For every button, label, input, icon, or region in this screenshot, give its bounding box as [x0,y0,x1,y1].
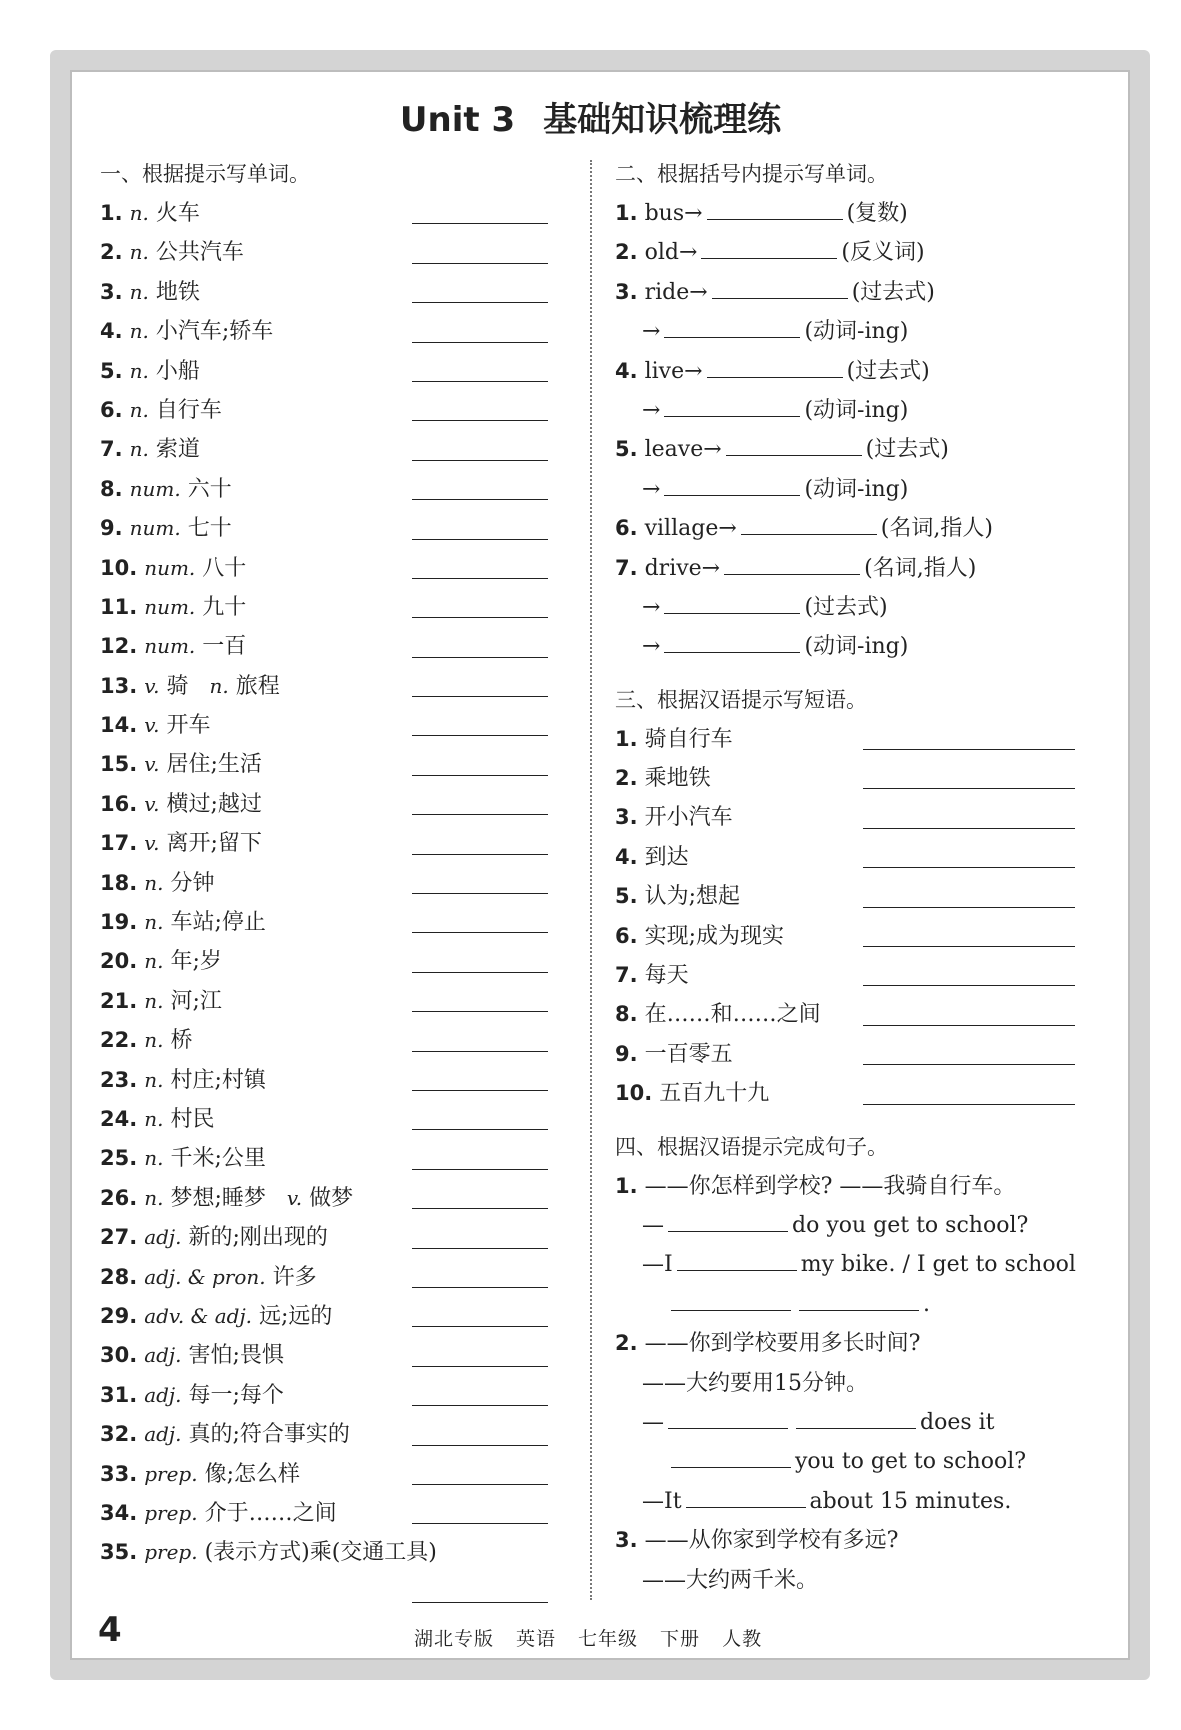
chinese-hint: 梦想;睡梦 [170,1185,266,1211]
answer-blank[interactable] [412,420,548,421]
part-of-speech: adj. [144,1343,182,1368]
item-number: 22. [100,1028,138,1053]
answer-blank[interactable] [412,735,548,736]
chinese-hint: 骑自行车 [644,726,733,752]
part-of-speech: adj. [144,1422,182,1447]
answer-blank[interactable] [671,1443,791,1468]
chinese-hint: 公共汽车 [155,240,244,266]
answer-blank[interactable] [412,381,548,382]
item-number: 8. [100,476,123,501]
page-number: 4 [98,1610,122,1650]
answer-blank[interactable] [863,828,1075,829]
page-title [0,92,1181,141]
chinese-hint: 地铁 [155,279,200,305]
section-4-title: 四、根据汉语提示完成句子。 [615,1134,888,1159]
chinese-hint: 离开;留下 [166,831,262,857]
part-of-speech: num. [129,516,181,541]
item-number: 7. [100,437,123,462]
chinese-hint: 小汽车;轿车 [155,319,274,345]
chinese-hint: 六十 [187,476,232,502]
part-of-speech: adj. [144,1382,182,1407]
part-of-speech: n. [144,1067,164,1092]
chinese-hint: 认为;想起 [644,884,741,910]
part-of-speech: n. [144,1146,164,1171]
answer-blank[interactable] [412,1090,548,1091]
item-number: 26. [100,1185,138,1210]
answer-blank[interactable] [863,867,1075,868]
answer-blank[interactable] [796,1404,916,1429]
part-of-speech: v. [144,752,160,777]
answer-blank[interactable] [741,510,877,535]
word-item [100,706,560,745]
word-item [100,1494,560,1533]
word-item: 13. v. 骑 n. 旅程 [100,667,560,706]
section-1-title: 一、根据提示写单词。 [100,162,310,186]
item-number: 32. [100,1422,138,1447]
answer-blank[interactable] [412,1248,548,1249]
answer-blank[interactable] [412,775,548,776]
hint: (动词-ing) [804,634,909,660]
part-of-speech: prep. [144,1540,198,1565]
item-number: 25. [100,1146,138,1171]
part-of-speech: v. [144,831,160,856]
part-of-speech: v. [144,791,160,816]
answer-blank[interactable] [664,392,800,417]
part-of-speech: num. [129,476,181,501]
word-item [100,1100,560,1139]
answer-blank[interactable] [664,628,800,653]
item-number: 18. [100,870,138,895]
chinese-hint: 横过;越过 [166,791,262,817]
chinese-hint: 五百九十九 [659,1081,770,1107]
part-of-speech: adv. & adj. [144,1303,253,1328]
word-item [100,627,560,666]
part-of-speech: n. [129,201,149,225]
chinese-hint: 开车 [166,713,211,739]
answer-blank[interactable] [412,1169,548,1170]
item-number: 5. [100,358,123,383]
phrase-item: 2. 乘地铁 [615,759,1095,798]
word-item [100,233,560,272]
answer-blank[interactable] [412,342,548,343]
answer-blank[interactable] [412,696,548,697]
phrase-item: 9. 一百零五 [615,1035,1095,1074]
chinese-hint: 介于……之间 [204,1500,337,1526]
base-word: ride→ [644,279,708,305]
transform-item [615,588,1095,627]
answer-blank[interactable] [412,302,548,303]
part-of-speech: num. [144,555,196,580]
part-of-speech: adj. & pron. [144,1264,266,1289]
answer-blank[interactable] [677,1246,797,1271]
hint: (过去式) [846,358,930,384]
answer-blank[interactable] [412,1445,548,1446]
answer-blank[interactable] [412,657,548,658]
part-of-speech: num. [144,634,196,659]
phrase-item: 1. 骑自行车 [615,720,1095,759]
part-of-speech: n. [129,437,149,462]
word-item [100,1533,560,1572]
sentence-3: 3. ——从你家到学校有多远? ——大约两千米。 [615,1528,899,1593]
chinese-hint: 桥 [170,1028,193,1054]
chinese-hint: (表示方式)乘(交通工具) [204,1540,437,1566]
chinese-hint: 年;岁 [170,949,222,975]
answer-blank[interactable] [412,223,548,224]
word-item [100,824,560,863]
hint: (动词-ing) [804,476,909,502]
base-word: → [642,476,661,502]
section-1-list [100,194,560,1612]
section-2-list [615,194,1095,667]
transform-item [615,312,1095,351]
transform-item [615,470,1095,509]
base-word: live→ [644,358,703,384]
answer-blank[interactable] [726,431,862,456]
hint: (复数) [846,201,908,226]
answer-blank[interactable] [412,1011,548,1012]
word-item [100,549,560,588]
answer-blank[interactable] [863,907,1075,908]
answer-blank[interactable] [412,1326,548,1327]
base-word: → [642,397,661,423]
answer-blank[interactable] [712,274,848,299]
word-item [100,1297,560,1336]
word-item: 26. n. 梦想;睡梦 v. 做梦 [100,1179,560,1218]
answer-blank[interactable] [412,578,548,579]
item-number: 13. [100,673,138,698]
word-item [100,982,560,1021]
word-item [100,1061,560,1100]
part-of-speech: n. [129,319,149,344]
transform-item: 2. old→ (反义词) [615,233,1095,272]
word-item [100,1376,560,1415]
chinese-hint: 在……和……之间 [644,1002,821,1028]
answer-blank[interactable] [412,539,548,540]
chinese-hint: 九十 [202,594,247,620]
hint: (名词,指人) [864,555,977,581]
part-of-speech: n. [144,1185,164,1210]
answer-blank[interactable] [799,1286,919,1311]
item-number: 35. [100,1540,138,1565]
part-of-speech: n. [144,988,164,1013]
section-3-title: 三、根据汉语提示写短语。 [615,687,867,712]
chinese-hint: 索道 [155,437,200,463]
item-number: 30. [100,1343,138,1368]
answer-blank[interactable] [664,589,800,614]
phrase-item: 10. 五百九十九 [615,1074,1095,1113]
word-item [100,785,560,824]
phrase-item: 4. 到达 [615,838,1095,877]
unit-label: Unit 3 [399,100,516,140]
item-number: 24. [100,1106,138,1131]
item-number: 27. [100,1225,138,1250]
item-number: 17. [100,831,138,856]
chinese-hint: 居住;生活 [166,752,262,778]
item-number: 16. [100,791,138,816]
transform-item: 3. ride→ (过去式) [615,273,1095,312]
base-word: → [642,319,661,345]
chinese-hint: 一百零五 [644,1041,733,1067]
item-number: 21. [100,988,138,1013]
item-number: 6. [100,397,123,422]
base-word: old→ [644,240,698,266]
base-word: leave→ [644,437,722,463]
chinese-hint: 七十 [187,516,232,542]
answer-blank[interactable] [863,946,1075,947]
hint: (动词-ing) [804,397,909,423]
item-number: 31. [100,1382,138,1407]
item-number: 33. [100,1461,138,1486]
chinese-hint: 实现;成为现实 [644,923,785,949]
chinese-hint: 新的;刚出现的 [188,1225,328,1251]
answer-blank[interactable] [412,972,548,973]
item-number: 4. [100,319,123,344]
answer-blank[interactable] [863,985,1075,986]
sentence-2: 2. ——你到学校要用多长时间? ——大约要用15分钟。 — does it you to get to school? —It about 15 minutes. [615,1331,1027,1514]
hint: (反义词) [841,240,925,266]
transform-item: 4. live→ (过去式) [615,352,1095,391]
chinese-hint: 车站;停止 [170,910,266,936]
chinese-hint: 真的;符合事实的 [188,1422,350,1448]
answer-blank[interactable] [412,460,548,461]
answer-blank[interactable] [412,1484,548,1485]
column-divider [590,160,592,1600]
word-item [100,352,560,391]
item-number: 10. [100,555,138,580]
chinese-hint: 自行车 [155,397,222,423]
section-1 [100,155,560,1612]
chinese-hint: 火车 [155,201,200,226]
part-of-speech: n. [129,397,149,422]
chinese-hint: 分钟 [170,870,215,896]
item-number: 12. [100,634,138,659]
chinese-hint: 到达 [644,844,689,870]
part-of-speech: prep. [144,1500,198,1525]
item-number: 1. [100,201,123,225]
answer-blank[interactable] [724,550,860,575]
answer-blank[interactable] [707,353,843,378]
answer-blank[interactable] [412,1602,548,1603]
item-number: 14. [100,713,138,738]
word-item [100,1258,560,1297]
chinese-hint: 许多 [272,1264,317,1290]
word-item [100,509,560,548]
chinese-hint: 河;江 [170,988,222,1014]
answer-blank[interactable] [412,1366,548,1367]
footer-info: 湖北专版 英语 七年级 下册 人教 [414,1628,763,1650]
transform-item: 7. drive→ (名词,指人) [615,549,1095,588]
item-number: 3. [100,279,123,304]
item-number: 20. [100,949,138,974]
word-item [100,470,560,509]
item-number: 19. [100,910,138,935]
sentence-1: 1. ——你怎样到学校? ——我骑自行车。 — do you get to school? —I my bike. / I get to school . [615,1173,1076,1317]
part-of-speech: v. [144,713,160,738]
sentence-1-prompt: ——你怎样到学校? ——我骑自行车。 [644,1173,1016,1199]
transform-item [615,627,1095,666]
chinese-hint: 开小汽车 [644,805,733,831]
part-of-speech: adj. [144,1225,182,1250]
part-of-speech: n. [129,240,149,265]
part-of-speech: n. [129,279,149,304]
chinese-hint: 千米;公里 [170,1146,266,1172]
answer-blank[interactable] [668,1207,788,1232]
answer-blank[interactable] [412,854,548,855]
word-item [100,745,560,784]
word-item [100,391,560,430]
word-item [100,1218,560,1257]
answer-blank[interactable] [412,263,548,264]
chinese-hint: 一百 [202,634,247,660]
phrase-item: 5. 认为;想起 [615,877,1095,916]
chinese-hint: 每天 [644,963,689,989]
transform-item: 6. village→ (名词,指人) [615,509,1095,548]
word-item [100,588,560,627]
section-2-title: 二、根据括号内提示写单词。 [615,162,888,186]
phrase-item: 3. 开小汽车 [615,798,1095,837]
item-number: 11. [100,594,138,619]
answer-blank[interactable] [412,1051,548,1052]
word-item [100,1021,560,1060]
item-number: 2. [100,240,123,265]
chinese-hint: 乘地铁 [644,766,711,792]
base-word: bus→ [644,201,703,226]
answer-blank[interactable] [863,1025,1075,1026]
chinese-hint: 村庄;村镇 [170,1067,266,1093]
hint: (过去式) [851,279,935,305]
item-number: 34. [100,1500,138,1525]
part-of-speech: v. [144,673,160,698]
word-item [100,903,560,942]
answer-blank[interactable] [412,1287,548,1288]
word-item [100,273,560,312]
answer-blank[interactable] [664,471,800,496]
chinese-hint: 八十 [202,555,247,581]
word-item [100,864,560,903]
base-word: village→ [644,516,737,542]
hint: (过去式) [804,594,888,620]
word-item [100,430,560,469]
hint: (动词-ing) [804,319,909,345]
part-of-speech: num. [144,594,196,619]
right-column [615,155,1095,1600]
item-number: 28. [100,1264,138,1289]
answer-blank[interactable] [863,749,1075,750]
hint: (名词,指人) [880,516,993,542]
transform-item [615,391,1095,430]
item-number: 29. [100,1303,138,1328]
answer-blank[interactable] [671,1286,791,1311]
chinese-hint: 骑 [166,673,189,699]
answer-blank[interactable] [707,195,843,220]
item-number: 9. [100,516,123,541]
chinese-hint: 每一;每个 [188,1382,284,1408]
answer-blank[interactable] [412,1208,548,1209]
word-item [100,942,560,981]
answer-blank[interactable] [412,814,548,815]
part-of-speech: n. [144,870,164,895]
title-name: 基础知识梳理练 [543,100,782,140]
word-item [100,194,560,233]
answer-blank[interactable] [412,1129,548,1130]
part-of-speech: prep. [144,1461,198,1486]
answer-blank[interactable] [412,932,548,933]
answer-blank[interactable] [412,1523,548,1524]
chinese-hint: 小船 [155,358,200,384]
answer-blank[interactable] [863,1104,1075,1105]
answer-blank[interactable] [412,617,548,618]
answer-blank[interactable] [668,1404,788,1429]
chinese-hint: 远;远的 [259,1303,333,1329]
item-number: 15. [100,752,138,777]
chinese-hint: 村民 [170,1106,215,1132]
part-of-speech: n. [144,1106,164,1131]
base-word: drive→ [644,555,721,581]
answer-blank[interactable] [412,1405,548,1406]
hint: (过去式) [865,437,949,463]
answer-blank[interactable] [863,788,1075,789]
answer-blank[interactable] [412,499,548,500]
part-of-speech: n. [144,1028,164,1053]
word-item [100,1336,560,1375]
chinese-hint: 害怕;畏惧 [188,1343,284,1369]
answer-blank[interactable] [664,313,800,338]
chinese-hint: 像;怎么样 [204,1461,300,1487]
part-of-speech: n. [129,358,149,383]
transform-item: 5. leave→ (过去式) [615,430,1095,469]
word-item [100,1139,560,1178]
phrase-item: 8. 在……和……之间 [615,995,1095,1034]
part-of-speech: n. [144,910,164,935]
item-number: 23. [100,1067,138,1092]
base-word: → [642,634,661,660]
answer-blank[interactable] [863,1064,1075,1065]
answer-blank[interactable] [701,234,837,259]
base-word: → [642,594,661,620]
phrase-item: 6. 实现;成为现实 [615,917,1095,956]
section-3-list [615,720,1095,1114]
answer-blank[interactable] [412,893,548,894]
transform-item: 1. bus→ (复数) [615,194,1095,233]
phrase-item: 7. 每天 [615,956,1095,995]
answer-blank[interactable] [686,1483,806,1508]
word-item [100,1415,560,1454]
word-item [100,312,560,351]
part-of-speech: n. [144,949,164,974]
word-item [100,1455,560,1494]
